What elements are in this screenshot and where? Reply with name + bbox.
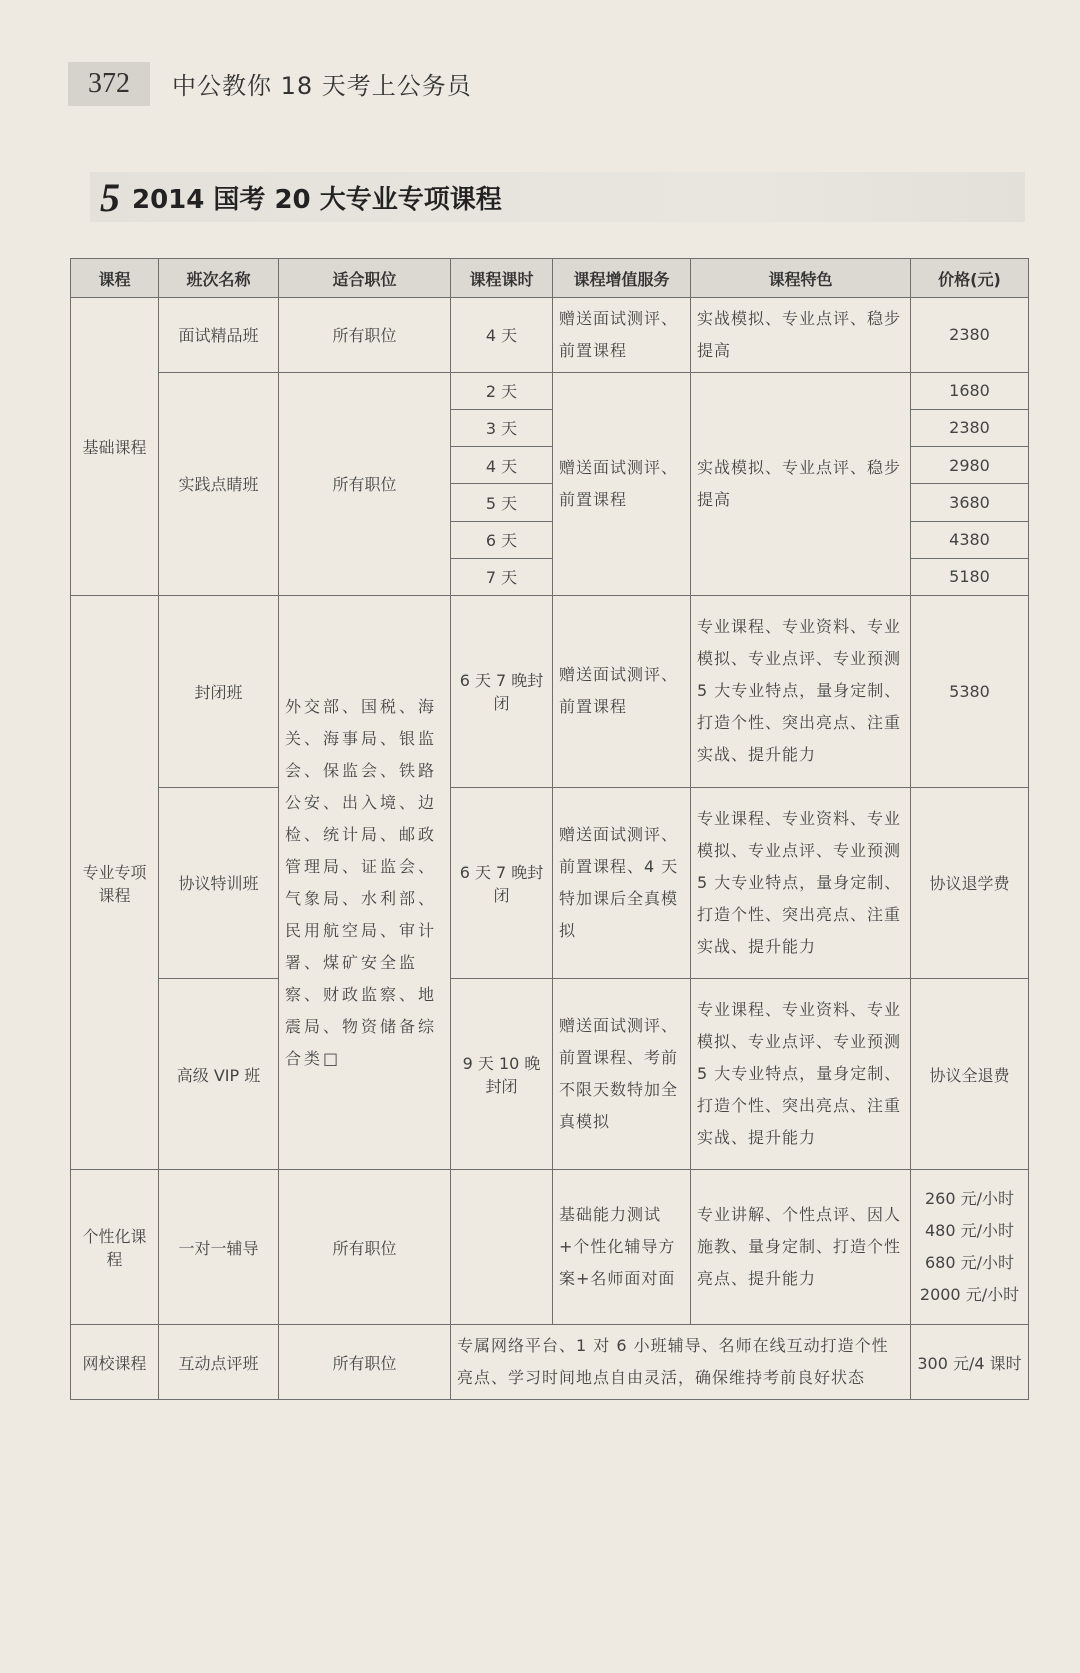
price-cell — [911, 1170, 1029, 1325]
price-cell: 300 元/4 课时 — [911, 1325, 1029, 1400]
positions-cell: 外交部、国税、海关、海事局、银监会、保监会、铁路公安、出入境、边检、统计局、邮政管理局、证监会、气象局、水利部、民用航空局、审计署、煤矿安全监察、财政监察、地震局、物资储备综合类□ — [279, 596, 451, 1170]
features-cell: 实战模拟、专业点评、稳步提高 — [691, 298, 911, 373]
price-cell: 5180 — [911, 558, 1029, 595]
duration-cell: 4 天 — [451, 298, 553, 373]
services-cell: 基础能力测试+个性化辅导方案+名师面对面 — [553, 1170, 691, 1325]
price-line: 680 元/小时 — [924, 1253, 1015, 1273]
class-name-cell: 面试精品班 — [159, 298, 279, 373]
column-header: 价格(元) — [911, 259, 1029, 298]
category-cell: 网校课程 — [71, 1325, 159, 1400]
duration-cell: 5 天 — [451, 484, 553, 521]
class-name-cell: 协议特训班 — [159, 787, 279, 978]
duration-cell: 9 天 10 晚封闭 — [451, 978, 553, 1169]
class-name-cell: 高级 VIP 班 — [159, 978, 279, 1169]
table-row — [71, 1325, 1029, 1400]
column-header: 课程增值服务 — [553, 259, 691, 298]
duration-cell: 7 天 — [451, 558, 553, 595]
price-line: 2000 元/小时 — [919, 1285, 1020, 1305]
table-row — [71, 298, 1029, 373]
column-header: 班次名称 — [159, 259, 279, 298]
positions-cell: 所有职位 — [279, 372, 451, 596]
section-title: 2014 国考 20 大专业专项课程 — [132, 184, 502, 215]
description-cell: 专属网络平台、1 对 6 小班辅导、名师在线互动打造个性亮点、学习时间地点自由灵活，确保维持考前良好状态 — [451, 1325, 911, 1400]
class-name-cell: 一对一辅导 — [159, 1170, 279, 1325]
section-heading — [100, 172, 502, 222]
positions-cell: 所有职位 — [279, 298, 451, 373]
category-cell: 基础课程 — [71, 298, 159, 596]
price-cell: 2980 — [911, 447, 1029, 484]
duration-cell: 6 天 7 晚封闭 — [451, 596, 553, 787]
price-cell: 5380 — [911, 596, 1029, 787]
price-cell: 1680 — [911, 372, 1029, 409]
price-line: 480 元/小时 — [924, 1221, 1015, 1241]
price-line: 260 元/小时 — [924, 1189, 1015, 1209]
services-cell: 赠送面试测评、前置课程 — [553, 372, 691, 596]
price-cell: 协议全退费 — [911, 978, 1029, 1169]
price-cell: 协议退学费 — [911, 787, 1029, 978]
class-name-cell: 互动点评班 — [159, 1325, 279, 1400]
price-cell: 2380 — [911, 409, 1029, 446]
page-number: 372 — [68, 62, 150, 106]
positions-cell: 所有职位 — [279, 1170, 451, 1325]
services-cell: 赠送面试测评、前置课程、考前不限天数特加全真模拟 — [553, 978, 691, 1169]
price-cell: 4380 — [911, 521, 1029, 558]
table-row — [71, 787, 1029, 978]
features-cell: 专业讲解、个性点评、因人施教、量身定制、打造个性亮点、提升能力 — [691, 1170, 911, 1325]
duration-cell: 6 天 — [451, 521, 553, 558]
course-table — [70, 258, 1029, 1400]
duration-cell: 2 天 — [451, 372, 553, 409]
running-title: 中公教你 18 天考上公务员 — [172, 72, 472, 100]
duration-cell — [451, 1170, 553, 1325]
features-cell: 专业课程、专业资料、专业模拟、专业点评、专业预测 5 大专业特点，量身定制、打造个性、突出亮点、注重实战、提升能力 — [691, 787, 911, 978]
column-header: 适合职位 — [279, 259, 451, 298]
class-name-cell: 封闭班 — [159, 596, 279, 787]
class-name-cell: 实践点睛班 — [159, 372, 279, 596]
duration-cell: 4 天 — [451, 447, 553, 484]
table-row — [71, 978, 1029, 1169]
table-row — [71, 596, 1029, 787]
category-cell: 专业专项课程 — [71, 596, 159, 1170]
category-cell: 个性化课程 — [71, 1170, 159, 1325]
services-cell: 赠送面试测评、前置课程 — [553, 298, 691, 373]
price-cell: 2380 — [911, 298, 1029, 373]
section-number: 5 — [100, 174, 120, 220]
column-header: 课程课时 — [451, 259, 553, 298]
column-header: 课程特色 — [691, 259, 911, 298]
table-row — [71, 1170, 1029, 1325]
features-cell: 实战模拟、专业点评、稳步提高 — [691, 372, 911, 596]
table-row — [71, 372, 1029, 409]
services-cell: 赠送面试测评、前置课程、4 天特加课后全真模拟 — [553, 787, 691, 978]
column-header: 课程 — [71, 259, 159, 298]
features-cell: 专业课程、专业资料、专业模拟、专业点评、专业预测 5 大专业特点，量身定制、打造个性、突出亮点、注重实战、提升能力 — [691, 596, 911, 787]
price-cell: 3680 — [911, 484, 1029, 521]
duration-cell: 3 天 — [451, 409, 553, 446]
positions-cell: 所有职位 — [279, 1325, 451, 1400]
duration-cell: 6 天 7 晚封闭 — [451, 787, 553, 978]
table-header-row — [71, 259, 1029, 298]
services-cell: 赠送面试测评、前置课程 — [553, 596, 691, 787]
features-cell: 专业课程、专业资料、专业模拟、专业点评、专业预测 5 大专业特点，量身定制、打造个性、突出亮点、注重实战、提升能力 — [691, 978, 911, 1169]
